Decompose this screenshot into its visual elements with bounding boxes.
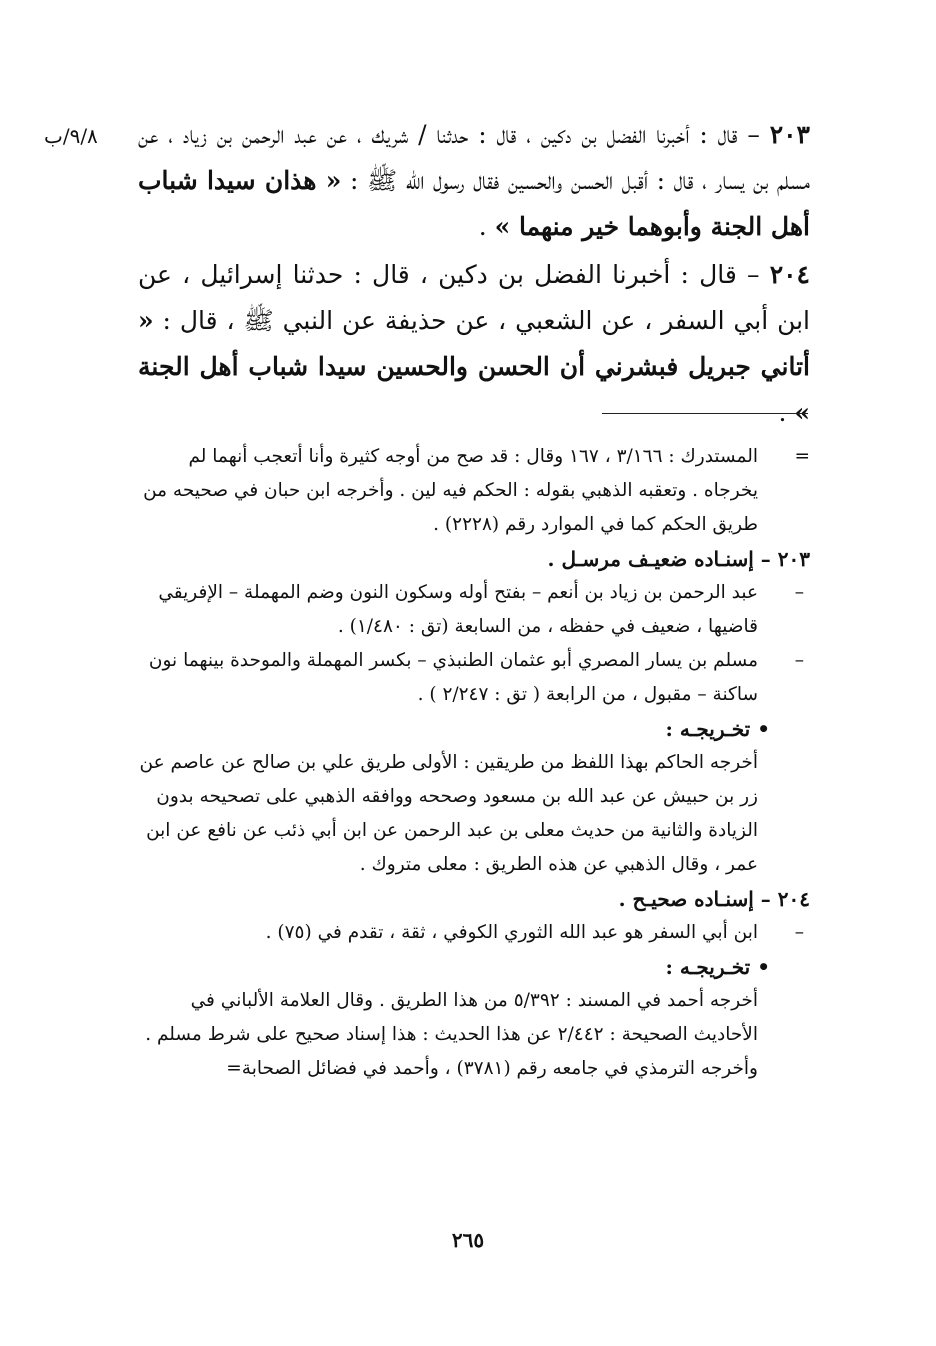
footnote-continuation: [138, 440, 810, 542]
footnote-divider: [602, 413, 808, 414]
hadith-matn: « هذان سيدا شباب أهل الجنة وأبوهما خير منهما »: [138, 166, 810, 241]
note-203-narrator-2: – مسلم بن يسار المصري أبو عثمان الطنبذي – بكسر المهملة والموحدة بينهما نون ساكنة – مقبول ، من الرابعة ( تق : ٢/٢٤٧ ) .: [148, 650, 804, 705]
continuation-mark: =: [794, 446, 810, 467]
note-203-narrator-1: – عبد الرحمن بن زياد بن أنعم – بفتح أوله وسكون النون وضم المهملة – الإفريقي قاضيها ، ضعيف في حفظه ، من السابعة (تق : ١/٤٨٠) .: [158, 582, 804, 637]
note-203-takhrij-label: • تخـريجـه :: [665, 717, 770, 741]
hadith-matn: « أتاني جبريل فبشرني أن الحسن والحسين سيدا شباب أهل الجنة »: [138, 306, 810, 427]
hadith-main-text: [138, 112, 810, 438]
hadith-isnad: – قال : أخبرنا الفضل بن دكين ، قال : حدثنا إسرائيل ، عن ابن أبي السفر ، عن الشعبي ، عن حذيفة عن النبي ﷺ ، قال :: [138, 260, 810, 335]
hadith-number: ٢٠٤: [769, 260, 810, 289]
continuation-text: المستدرك : ٣/١٦٦ ، ١٦٧ وقال : قد صح من أوجه كثيرة وأنا أتعجب أنهما لم يخرجاه . وتعقبه الذهبي بقوله : الحكم فيه لين . وأخرجه ابن حبان في صحيحه من طريق الحكم كما في الموارد رقم (٢٢٢٨) .: [143, 446, 758, 535]
manuscript-folio-note: ٩/٨/ب: [44, 124, 98, 148]
note-204-takhrij-label: • تخـريجـه :: [665, 955, 770, 979]
hadith-end: .: [478, 212, 495, 241]
hadith-end: .: [778, 398, 795, 427]
note-203-heading: ٢٠٣ – إسنـاده ضعيـف مرسـل .: [547, 547, 810, 571]
hadith-204: [138, 252, 810, 436]
hadith-203: [138, 112, 810, 250]
page-number: ٢٦٥: [451, 1228, 485, 1252]
hadith-isnad: – قال : أخبرنا الفضل بن دكين ، قال : حدثنا / شريك ، عن عبد الرحمن بن زياد ، عن مسلم بن يسار ، قال : أقبل الحسن والحسين فقال رسول الله ﷺ :: [138, 120, 810, 195]
note-204-heading: ٢٠٤ – إسنـاده صحيـح .: [618, 887, 810, 911]
footnotes: [138, 440, 810, 1086]
note-204-narrator-1: – ابن أبي السفر هو عبد الله الثوري الكوفي ، ثقة ، تقدم في (٧٥) .: [265, 922, 804, 943]
note-203-takhrij: أخرجه الحاكم بهذا اللفظ من طريقين : الأولى طريق علي بن صالح عن عاصم عن زر بن حبيش عن عبد الله بن مسعود وصححه ووافقه الذهبي على تصحيحه بدون الزيادة والثانية من حديث معلى بن عبد الرحمن عن ابن أبي ذئب عن نافع عن ابن عمر ، وقال الذهبي عن هذه الطريق : معلى متروك .: [139, 752, 758, 875]
hadith-number: ٢٠٣: [769, 120, 810, 149]
note-204-takhrij: أخرجه أحمد في المسند : ٥/٣٩٢ من هذا الطريق . وقال العلامة الألباني في الأحاديث الصحيحة : ٢/٤٤٢ عن هذا الحديث : هذا إسناد صحيح على شرط مسلم . وأخرجه الترمذي في جامعه رقم (٣٧٨١) ، وأحمد في فضائل الصحابة=: [145, 990, 758, 1079]
